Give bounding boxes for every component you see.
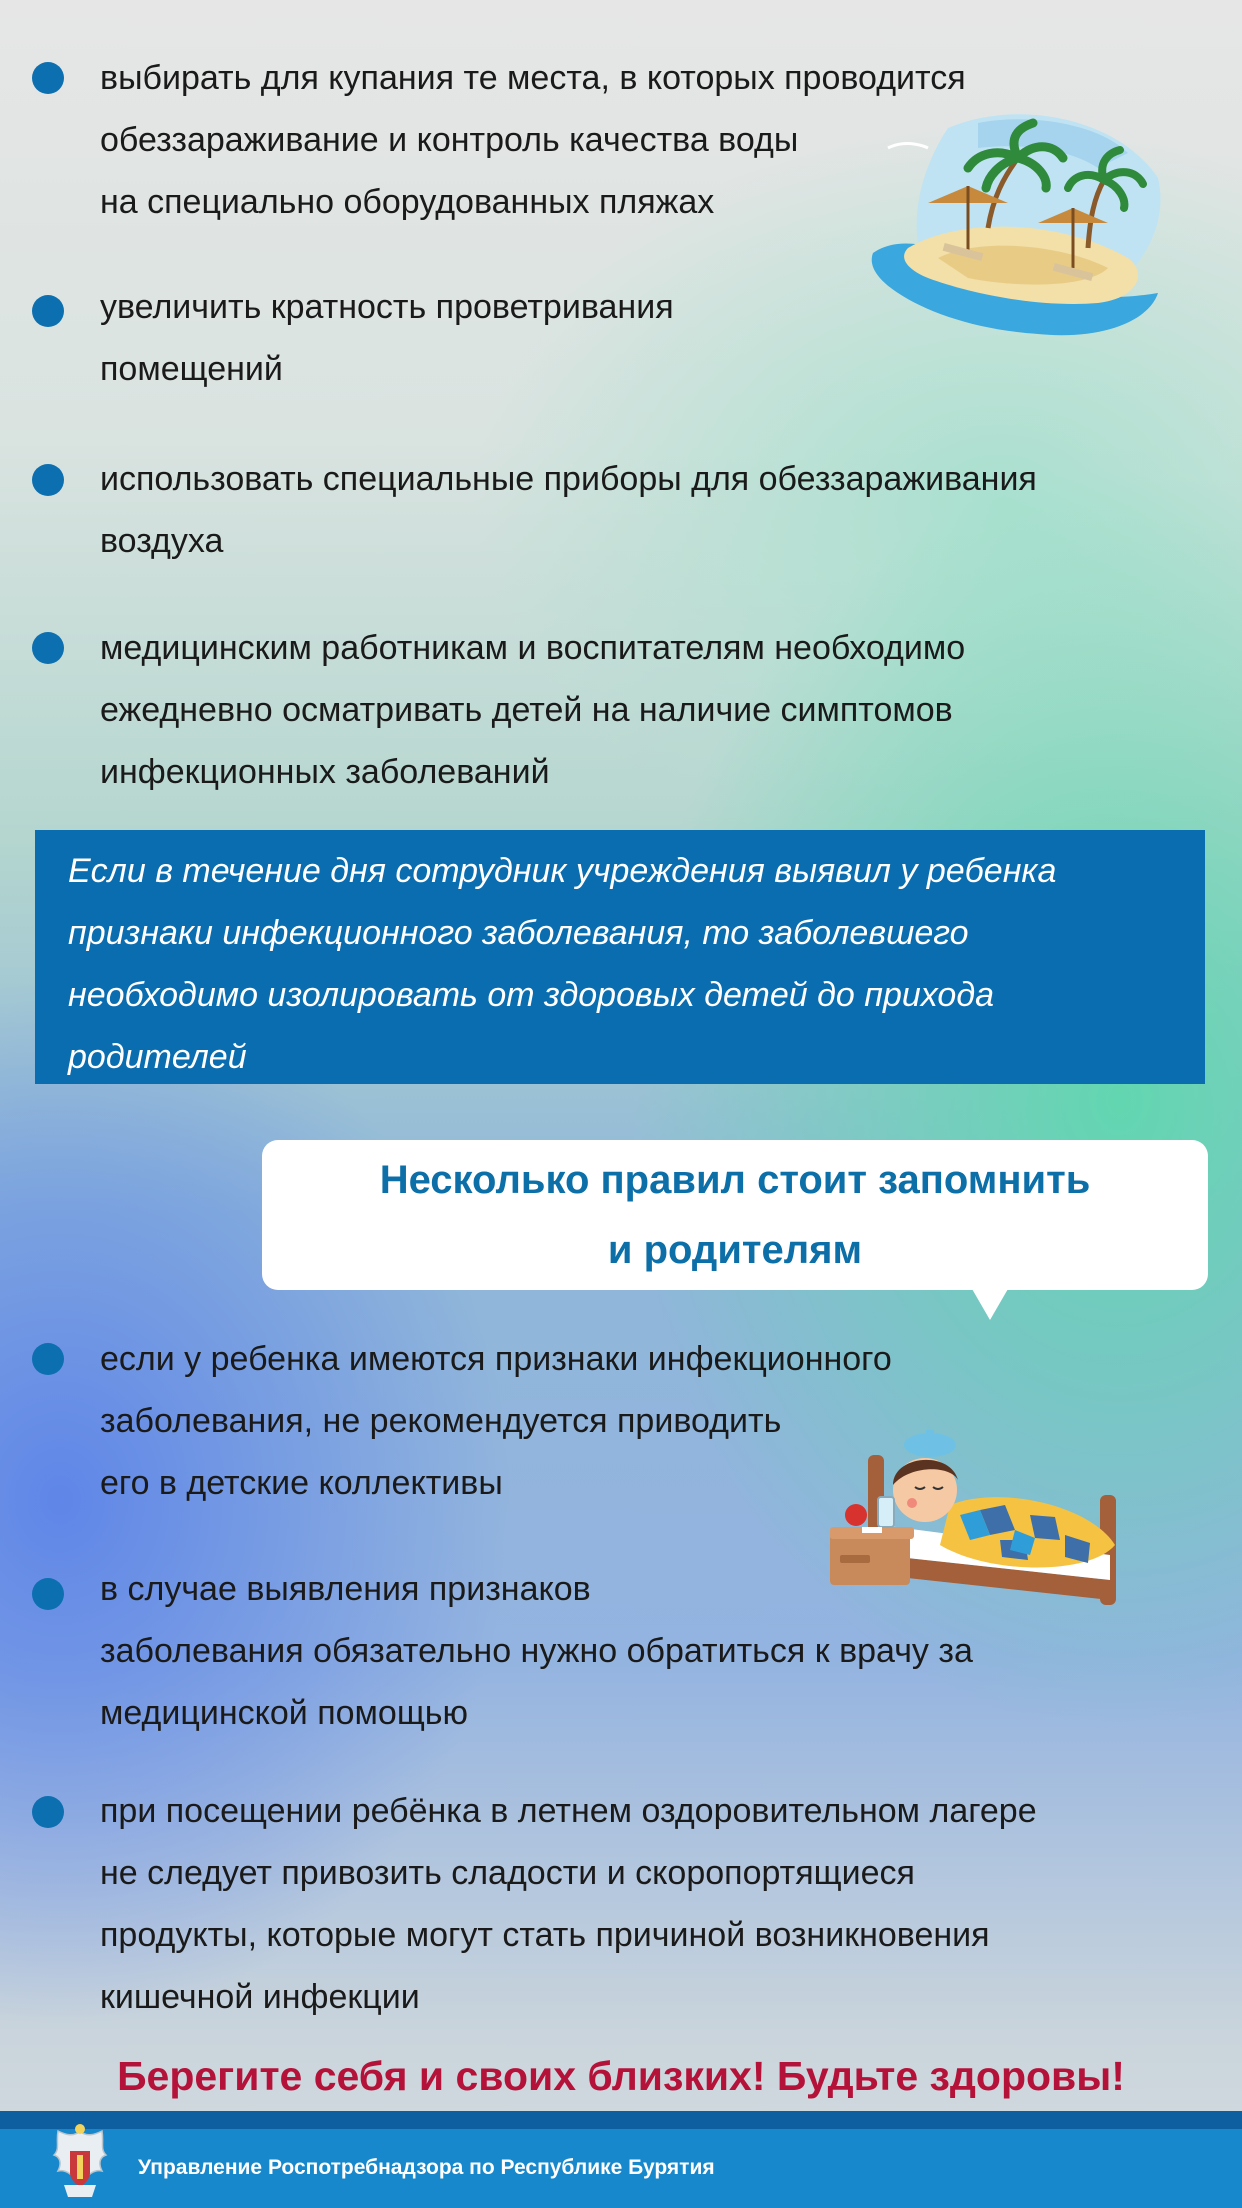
speech-bubble-heading — [262, 1140, 1208, 1290]
list-item: увеличить кратность проветривания помещений — [100, 288, 674, 388]
list-item: если у ребенка имеются признаки инфекционного заболевания, не рекомендуется приводить его в детские коллективы — [100, 1340, 892, 1502]
heading-text: и родителям — [607, 1228, 863, 1272]
list-item: выбирать для купания те места, в которых проводится обеззараживание и контроль качества воды на специально оборудованных пляжах — [100, 59, 966, 221]
closing-message: Берегите себя и своих близких! Будьте здоровы! — [117, 2053, 1125, 2099]
bullet-icon — [32, 632, 64, 664]
bullet-icon — [32, 1796, 64, 1828]
footer-bar — [0, 2129, 1242, 2208]
heading-text: Несколько правил стоит запомнить — [379, 1158, 1091, 1202]
list-item: при посещении ребёнка в летнем оздоровительном лагере не следует привозить сладости и скоропортящиеся продукты, которые могут стать причиной возникновения кишечной инфекции — [100, 1792, 1037, 2016]
list-item: использовать специальные приборы для обеззараживания воздуха — [100, 460, 1037, 560]
notice-box — [35, 830, 1205, 1084]
list-item: в случае выявления признаков заболевания обязательно нужно обратиться к врачу за медицинской помощью — [100, 1570, 973, 1732]
bullet-icon — [32, 1343, 64, 1375]
bullet-icon — [32, 295, 64, 327]
notice-text: необходимо изолировать от здоровых детей до прихода — [68, 976, 995, 1014]
footer-stripe — [0, 2111, 1242, 2129]
coat-of-arms-icon — [44, 2123, 116, 2205]
bullet-icon — [32, 464, 64, 496]
bullet-icon — [32, 1578, 64, 1610]
notice-text: признаки инфекционного заболевания, то заболевшего — [68, 914, 969, 952]
notice-text: родителей — [68, 1038, 247, 1076]
speech-bubble-tail — [968, 1282, 1012, 1320]
footer-org-name: Управление Роспотребнадзора по Республике Бурятия — [138, 2156, 715, 2179]
notice-text: Если в течение дня сотрудник учреждения выявил у ребенка — [68, 852, 1057, 890]
list-item: медицинским работникам и воспитателям необходимо ежедневно осматривать детей на наличие симптомов инфекционных заболеваний — [100, 629, 966, 791]
bullet-icon — [32, 62, 64, 94]
